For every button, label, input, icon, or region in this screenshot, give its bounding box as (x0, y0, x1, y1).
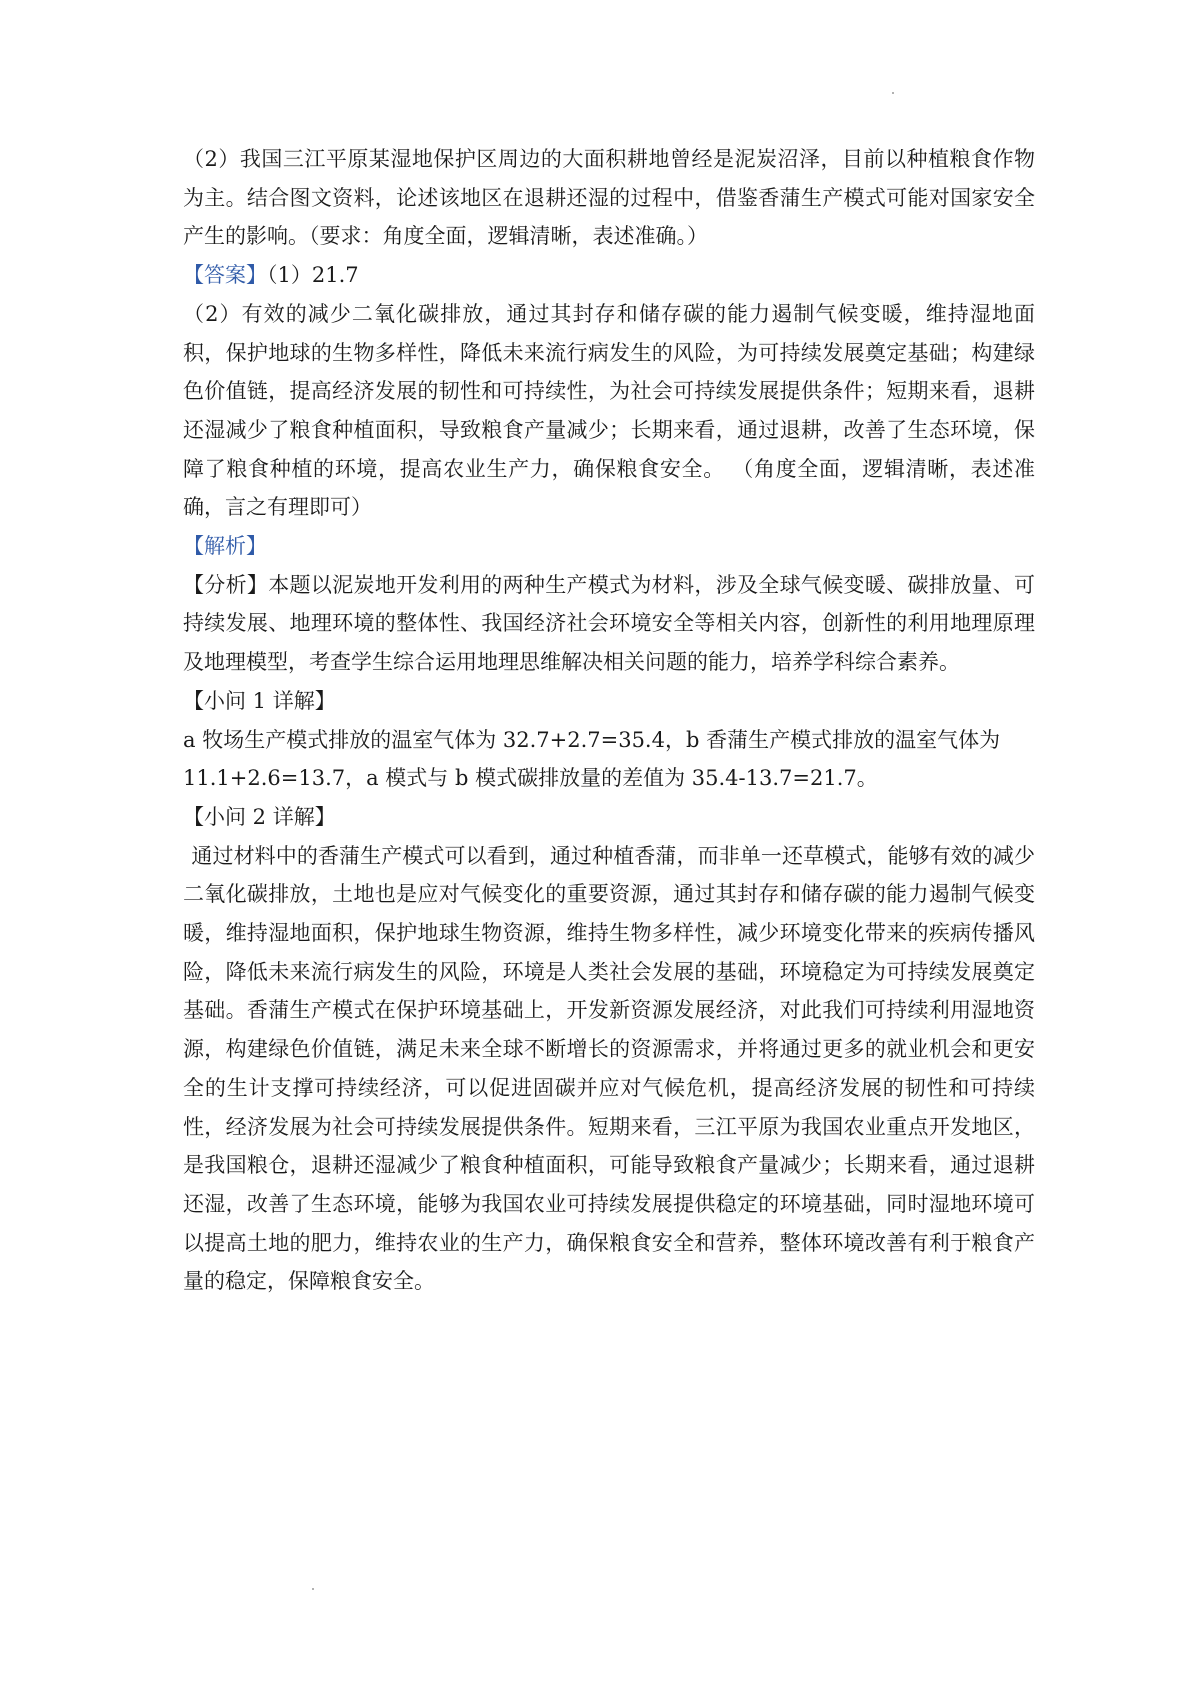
document-body (183, 140, 1035, 1301)
q2-text: 通过材料中的香蒲生产模式可以看到，通过种植香蒲，而非单一还草模式，能够有效的减少二氧化碳排放，土地也是应对气候变化的重要资源，通过其封存和储存碳的能力遏制气候变暖，维持湿地面积，保护地球生物资源，维持生物多样性，减少环境变化带来的疾病传播风险，降低未来流行病发生的风险，环境是人类社会发展的基础，环境稳定为可持续发展奠定基础。香蒲生产模式在保护环境基础上，开发新资源发展经济，对此我们可持续利用湿地资源，构建绿色价值链，满足未来全球不断增长的资源需求，并将通过更多的就业机会和更安全的生计支撑可持续经济，可以促进固碳并应对气候危机，提高经济发展的韧性和可持续性，经济发展为社会可持续发展提供条件。短期来看，三江平原为我国农业重点开发地区，是我国粮仓，退耕还湿减少了粮食种植面积，可能导致粮食产量减少；长期来看，通过退耕还湿，改善了生态环境，能够为我国农业可持续发展提供稳定的环境基础，同时湿地环境可以提高土地的肥力，维持农业的生产力，确保粮食安全和营养，整体环境改善有利于粮食产量的稳定，保障粮食安全。 (183, 843, 1035, 1294)
q1-line2: 11.1+2.6=13.7，a 模式与 b 模式碳排放量的差值为 35.4-13.7=21.7。 (183, 766, 878, 791)
question-part2: （2）我国三江平原某湿地保护区周边的大面积耕地曾经是泥炭沼泽，目前以种植粮食作物为主。结合图文资料，论述该地区在退耕还湿的过程中，借鉴香蒲生产模式可能对国家安全产生的影响。（要求：角度全面，逻辑清晰，表述准确。） (183, 147, 1035, 249)
scan-speck-top (892, 92, 894, 94)
answer-label: 【答案】 (183, 263, 267, 288)
analysis-label: 【解析】 (183, 534, 267, 559)
q1-label: 【小问 1 详解】 (183, 688, 336, 713)
scan-speck-bottom (312, 1588, 314, 1590)
answer-line (183, 256, 1035, 295)
analysis-summary-label: 【分析】 (183, 572, 269, 597)
answer-part2: （2）有效的减少二氧化碳排放，通过其封存和储存碳的能力遏制气候变暖，维持湿地面积，保护地球的生物多样性，降低未来流行病发生的风险，为可持续发展奠定基础；构建绿色价值链，提高经济发展的韧性和可持续性，为社会可持续发展提供条件；短期来看，退耕还湿减少了粮食种植面积，导致粮食产量减少；长期来看，通过退耕，改善了生态环境，保障了粮食种植的环境，提高农业生产力，确保粮食安全。 （角度全面，逻辑清晰，表述准确，言之有理即可） (183, 301, 1035, 520)
answer-part1: （1）21.7 (267, 263, 359, 288)
q2-label: 【小问 2 详解】 (183, 804, 336, 829)
q1-line1: a 牧场生产模式排放的温室气体为 32.7+2.7=35.4，b 香蒲生产模式排放的温室气体为 (183, 727, 1001, 752)
analysis-summary (183, 566, 1035, 682)
analysis-summary-text: 本题以泥炭地开发利用的两种生产模式为材料，涉及全球气候变暖、碳排放量、可持续发展、地理环境的整体性、我国经济社会环境安全等相关内容，创新性的利用地理原理及地理模型，考查学生综合运用地理思维解决相关问题的能力，培养学科综合素养。 (183, 572, 1036, 675)
